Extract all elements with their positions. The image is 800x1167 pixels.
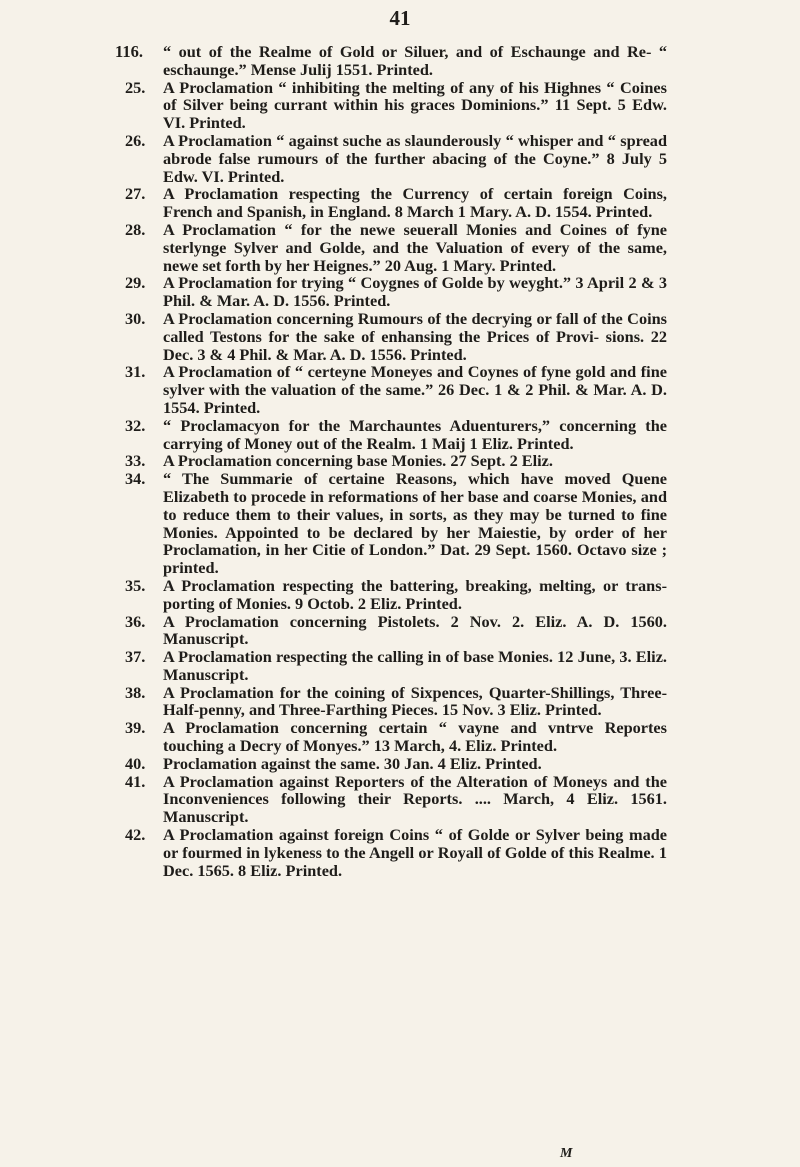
list-item [125, 415, 667, 453]
list-item [163, 43, 667, 79]
entry-text: A Proclamation concerning Rumours of the decrying or fall of the Coins called Testons for the sake of enhansing the Prices of Provi- sions. 22 Dec. 3 & 4 Phil. & Mar. A. D. 1556. Printed. [163, 308, 667, 364]
entry-text: A Proclamation “ against suche as slaunderously “ whisper and “ spread abrode false rumours of the further abacing of the Coyne.” 8 July 5 Edw. VI. Printed. [163, 130, 667, 186]
entry-number: 30. [125, 308, 146, 328]
entry-text: A Proclamation for trying “ Coygnes of Golde by weyght.” 3 April 2 & 3 Phil. & Mar. A. D. 1556. Printed. [163, 273, 667, 311]
entry-number: 35. [125, 575, 146, 595]
entry-text: A Proclamation respecting the Currency of certain foreign Coins, French and Spanish, in England. 8 March 1 Mary. A. D. 1554. Printed. [163, 184, 667, 222]
list-item [125, 682, 667, 720]
entry-text: A Proclamation “ inhibiting the melting of any of his Highnes “ Coines of Silver being currant within his graces Dominions.” 11 Sept. 5 Edw. VI. Printed. [163, 77, 667, 133]
entry-number: 32. [125, 415, 146, 435]
list-item [125, 362, 667, 417]
list-item [125, 184, 667, 222]
list-item [125, 825, 667, 880]
list-item [125, 77, 667, 133]
entry-text: “ out of the Realme of Gold or Siluer, and of Eschaunge and Re- “ eschaunge.” Mense Julij 1551. Printed. [163, 42, 667, 79]
entry-number: 39. [125, 718, 146, 738]
list-item [125, 771, 667, 827]
list-item [125, 130, 667, 186]
page-number: 41 [389, 6, 411, 30]
entry-number: 37. [125, 647, 146, 667]
list-item [125, 753, 667, 773]
entry-text: A Proclamation for the coining of Sixpences, Quarter-Shillings, Three-Half-penny, and Three-Farthing Pieces. 15 Nov. 3 Eliz. Printed. [163, 682, 667, 720]
entry-text: A Proclamation respecting the battering, breaking, melting, or trans- porting of Monies. 9 Octob. 2 Eliz. Printed. [163, 575, 667, 613]
entry-text: A Proclamation concerning Pistolets. 2 Nov. 2. Eliz. A. D. 1560. Manuscript. [163, 611, 667, 649]
entry-number: 38. [125, 682, 146, 702]
list-item [125, 611, 667, 649]
entry-number: 25. [125, 77, 146, 97]
entry-number: 36. [125, 611, 146, 631]
entry-text: A Proclamation against foreign Coins “ of Golde or Sylver being made or fourmed in lykeness to the Angell or Royall of Golde of this Realme. 1 Dec. 1565. 8 Eliz. Printed. [163, 825, 667, 880]
entry-text: “ The Summarie of certaine Reasons, which have moved Quene Elizabeth to procede in reformations of her base and coarse Monies, and to reduce them to their values, in sorts, as they may be turned to fine Monies. Appointed to be declared by her Maiestie, by order of her Proclamation, in her Citie of London.” Dat. 29 Sept. 1560. Octavo size ; printed. [163, 469, 667, 578]
entry-number: 41. [125, 771, 146, 791]
entry-number: 33. [125, 451, 146, 471]
entry-text: “ Proclamacyon for the Marchauntes Aduenturers,” concerning the carrying of Money out of the Realm. 1 Maij 1 Eliz. Printed. [163, 415, 667, 453]
entry-text: Proclamation against the same. 30 Jan. 4 Eliz. Printed. [163, 753, 542, 773]
entry-number: 28. [125, 219, 146, 239]
list-item [125, 647, 667, 684]
entry-text: A Proclamation of “ certeyne Moneyes and Coynes of fyne gold and fine sylver with the valuation of the same.” 26 Dec. 1 & 2 Phil. & Mar. A. D. 1554. Printed. [163, 362, 667, 417]
entry-number: 29. [125, 273, 146, 293]
list-item [125, 219, 667, 275]
entry-text: A Proclamation against Reporters of the Alteration of Moneys and the Inconveniences following their Reports. .... March, 4 Eliz. 1561. Manuscript. [163, 771, 667, 827]
entry-text: A Proclamation respecting the calling in of base Monies. 12 June, 3. Eliz. Manuscript. [163, 647, 667, 684]
list-item [125, 273, 667, 311]
list-item [125, 469, 667, 578]
section-number: 116. [115, 42, 143, 61]
entry-number: 40. [125, 753, 146, 773]
entry-number: 26. [125, 130, 146, 150]
list-item [125, 451, 667, 471]
list-item [125, 718, 667, 756]
entry-text: A Proclamation “ for the newe seuerall Monies and Coines of fyne sterlynge Sylver and Golde, and the Valuation of every of the same, newe set forth by her Heignes.” 20 Aug. 1 Mary. Printed. [163, 219, 667, 275]
entry-number: 27. [125, 184, 146, 204]
list-item [125, 308, 667, 364]
entry-number: 31. [125, 362, 146, 382]
entry-number: 42. [125, 825, 146, 845]
entry-number: 34. [125, 469, 146, 489]
signature-mark: M [560, 1146, 573, 1161]
entry-text: A Proclamation concerning certain “ vayne and vntrve Reportes touching a Decry of Monyes.” 13 March, 4. Eliz. Printed. [163, 718, 667, 756]
list-item [125, 575, 667, 613]
entry-text: A Proclamation concerning base Monies. 27 Sept. 2 Eliz. [163, 451, 553, 471]
